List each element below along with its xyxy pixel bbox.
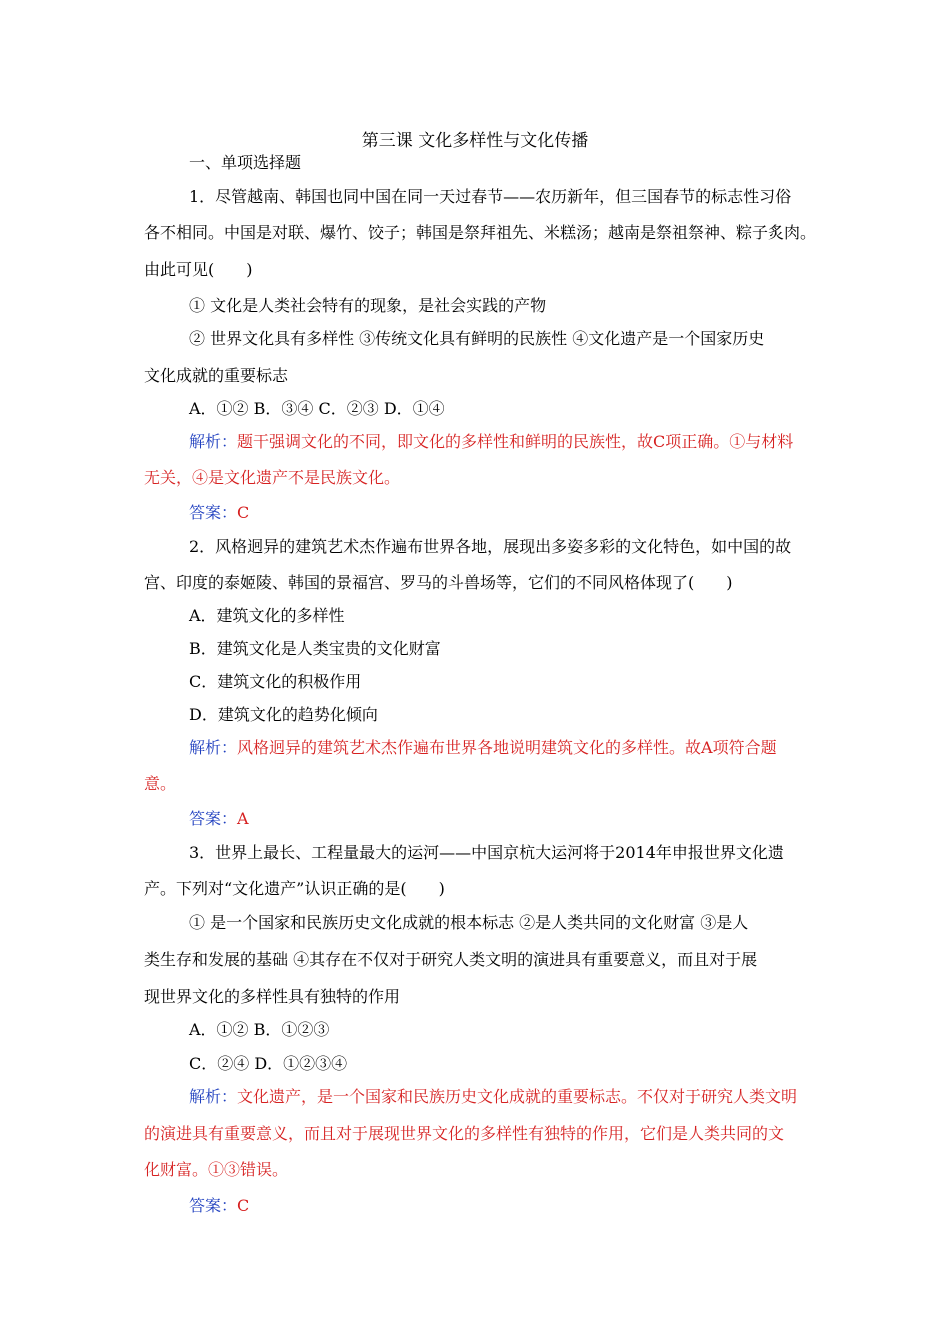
q2-option: D．建筑文化的趋势化倾向: [189, 705, 378, 724]
q3-analysis-line: 的演进具有重要意义，而且对于展现世界文化的多样性有独特的作用，它们是人类共同的文: [144, 1124, 785, 1143]
q1-stem-line: 由此可见( ): [144, 260, 253, 279]
q2-stem-line: 2．风格迥异的建筑艺术杰作遍布世界各地，展现出多姿多彩的文化特色，如中国的故: [189, 537, 792, 556]
q3-item-line: 类生存和发展的基础 ④其存在不仅对于研究人类文明的演进具有重要意义，而且对于展: [144, 950, 758, 969]
q3-item-line: ① 是一个国家和民族历史文化成就的根本标志 ②是人类共同的文化财富 ③是人: [189, 913, 749, 932]
section-heading: 一、单项选择题: [189, 153, 302, 172]
q3-stem-line: 产。下列对“文化遗产”认识正确的是( ): [144, 879, 445, 898]
q1-analysis-line: [189, 430, 793, 454]
analysis-label: 解析：: [189, 738, 238, 757]
q3-stem-line: 3．世界上最长、工程量最大的运河——中国京杭大运河将于2014年申报世界文化遗: [189, 843, 784, 862]
analysis-label: 解析：: [189, 1087, 238, 1106]
q3-analysis-line: [189, 1085, 797, 1109]
q3-options: C．②④ D．①②③④: [189, 1054, 348, 1073]
q1-analysis-line: 无关，④是文化遗产不是民族文化。: [144, 468, 401, 487]
q1-stem-line: 1．尽管越南、韩国也同中国在同一天过春节——农历新年，但三国春节的标志性习俗: [189, 187, 792, 206]
analysis-label: 解析：: [189, 432, 238, 451]
q2-option: B．建筑文化是人类宝贵的文化财富: [189, 639, 441, 658]
analysis-text: 风格迥异的建筑艺术杰作遍布世界各地说明建筑文化的多样性。故A项符合题: [237, 738, 777, 757]
q2-stem-line: 宫、印度的泰姬陵、韩国的景福宫、罗马的斗兽场等，它们的不同风格体现了( ): [144, 573, 733, 592]
q2-option: A．建筑文化的多样性: [189, 606, 345, 625]
q2-analysis-line: [189, 736, 777, 760]
answer-value: C: [237, 1196, 250, 1215]
answer-label: 答案：: [189, 1196, 238, 1215]
analysis-text: 题干强调文化的不同，即文化的多样性和鲜明的民族性，故C项正确。①与材料: [237, 432, 794, 451]
q1-options: A．①② B．③④ C．②③ D．①④: [189, 399, 445, 418]
q1-item-line: 文化成就的重要标志: [144, 366, 289, 385]
q3-item-line: 现世界文化的多样性具有独特的作用: [144, 987, 401, 1006]
q3-analysis-line: 化财富。①③错误。: [144, 1160, 289, 1179]
q2-answer-line: [189, 807, 249, 831]
q1-item-line: ① 文化是人类社会特有的现象，是社会实践的产物: [189, 296, 547, 315]
answer-value: A: [237, 809, 249, 828]
analysis-text: 文化遗产，是一个国家和民族历史文化成就的重要标志。不仅对于研究人类文明: [237, 1087, 798, 1106]
answer-label: 答案：: [189, 503, 238, 522]
q2-analysis-line: 意。: [144, 774, 177, 793]
q1-answer-line: [189, 501, 249, 525]
answer-label: 答案：: [189, 809, 238, 828]
q3-answer-line: [189, 1194, 249, 1218]
q3-options: A．①② B．①②③: [189, 1020, 330, 1039]
lesson-title: 第三课 文化多样性与文化传播: [361, 131, 589, 151]
q1-item-line: ② 世界文化具有多样性 ③传统文化具有鲜明的民族性 ④文化遗产是一个国家历史: [189, 329, 765, 348]
q1-stem-line: 各不相同。中国是对联、爆竹、饺子；韩国是祭拜祖先、米糕汤；越南是祭祖祭神、粽子炙肉。: [144, 223, 817, 242]
q2-option: C．建筑文化的积极作用: [189, 672, 362, 691]
answer-value: C: [237, 503, 250, 522]
